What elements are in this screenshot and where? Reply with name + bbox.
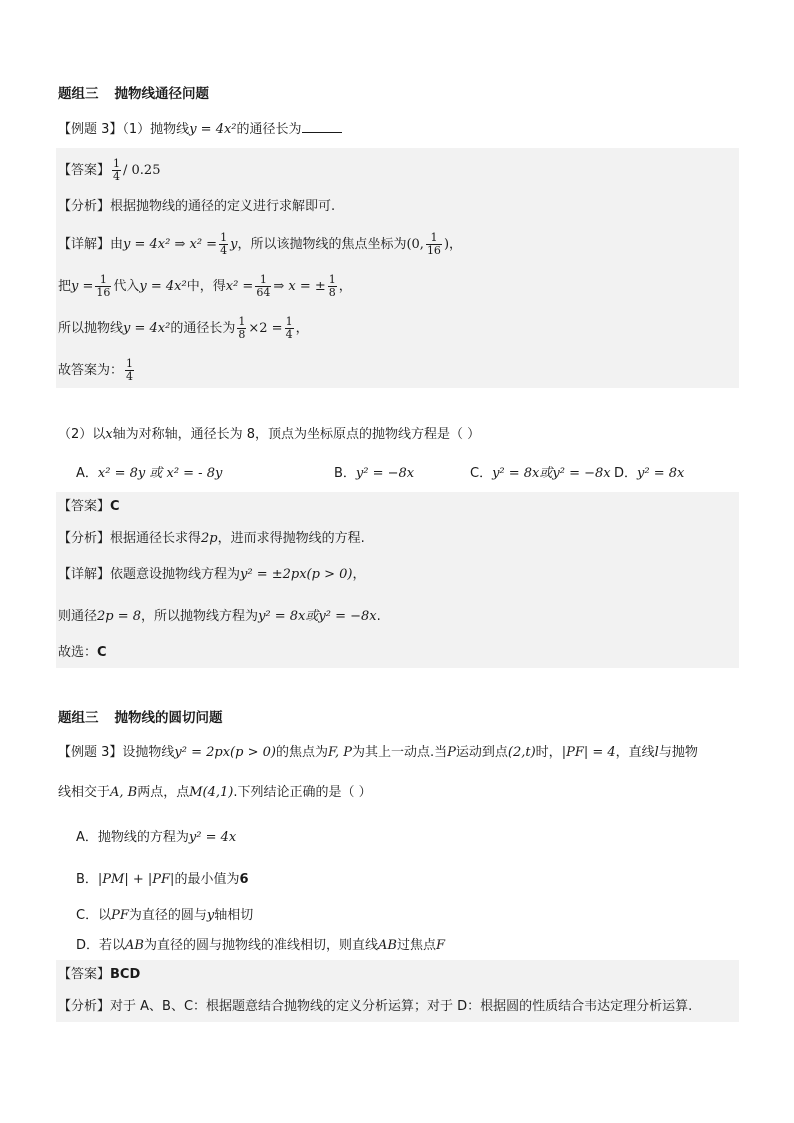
detail-line: 【详解】依题意设抛物线方程为y² = ±2px(p > 0)， [58,567,366,582]
section-heading [58,82,209,102]
option-c: C．y² = 8x或y² = −8x [470,466,611,481]
detail-line: 则通径2p = 8，所以抛物线方程为y² = 8x或y² = −8x. [58,609,381,624]
option-d: D．y² = 8x [614,466,685,481]
option-b: B．|PM| + |PF|的最小值为6 [76,872,249,887]
option-d: D．若以AB为直径的圆与抛物线的准线相切，则直线AB过焦点F [76,938,445,953]
detail-line: 【详解】由y = 4x² ⇒ x² = $\frac{1}{4}$ y，所以该抛物线的焦点坐标为(0, $\frac{1}{16}$ )， [58,231,463,257]
answer-line: 【答案】C [58,499,120,514]
answer-block [56,148,739,388]
question-text: （1）抛物线 [122,122,190,137]
fraction: $\frac{1}{4}$ [113,157,121,183]
option-a: A．抛物线的方程为y² = 4x [76,830,237,845]
example-label: 【例题 3】 [58,122,123,137]
analysis-line: 【分析】对于 A、B、C：根据题意结合抛物线的定义分析运算；对于 D：根据圆的性质结合韦达定理分析运算. [58,999,693,1014]
answer-blank [302,120,342,133]
detail-line: 把y = $\frac{1}{16}$ 代入y = 4x²中，得x² = $\frac{1}{64}$ ⇒ x = ± $\frac{1}{8}$ ， [58,273,352,299]
question-text: 的通径长为 [236,122,302,137]
answer-alt: / 0.25 [123,163,161,178]
analysis-text: 根据抛物线的通径的定义进行求解即可. [110,199,336,214]
final-answer-line: 故选：C [58,645,107,660]
answer-line [58,158,160,183]
question-line [58,120,342,139]
analysis-label: 【分析】 [58,199,111,214]
equation: y = 4x² [189,122,237,137]
section-heading [58,706,223,726]
option-c: C．以PF为直径的圆与y轴相切 [76,908,254,923]
heading-prefix: 题组三 [58,710,99,726]
analysis-line: 【分析】根据通径长求得2p，进而求得抛物线的方程. [58,531,365,546]
heading-title: 抛物线的圆切问题 [114,710,223,726]
option-b: B．y² = −8x [334,466,415,481]
question-line: 【例题 3】设抛物线y² = 2px(p > 0)的焦点为F, P为其上一动点.当P运动到点(2,t)时，|PF| = 4，直线l与抛物 [58,745,698,760]
option-a: A．x² = 8y 或 x² = - 8y [76,466,223,481]
detail-line: 所以抛物线y = 4x²的通径长为 $\frac{1}{8}$ ×2 = $\frac{1}{4}$ ， [58,315,309,341]
answer-line: 【答案】BCD [58,967,141,982]
analysis-line [58,198,335,216]
answer-label: 【答案】 [58,163,111,178]
heading-title: 抛物线通径问题 [114,86,209,102]
question-line: 线相交于A, B两点，点M(4,1).下列结论正确的是（ ） [58,785,372,800]
detail-label: 【详解】 [58,237,111,252]
question-line: （2）以x轴为对称轴，通径长为 8，顶点为坐标原点的抛物线方程是（ ） [58,427,481,442]
heading-prefix: 题组三 [58,86,99,102]
final-answer-line: 故答案为： $\frac{1}{4}$ [58,357,134,383]
